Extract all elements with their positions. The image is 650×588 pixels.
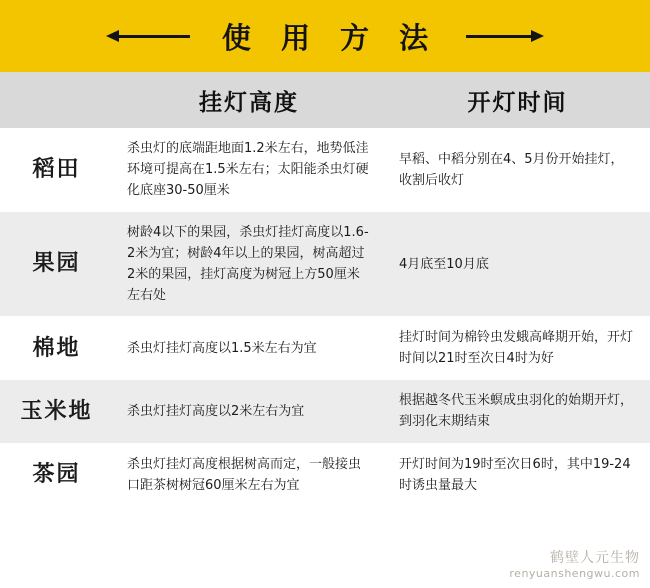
row-height-corn-field: 杀虫灯挂灯高度以2米左右为宜 (113, 380, 385, 443)
banner (0, 0, 650, 72)
arrow-right-icon (456, 30, 544, 42)
table-row (0, 380, 650, 443)
row-label-cotton-field: 棉地 (0, 317, 113, 380)
row-label-rice-field: 稻田 (0, 128, 113, 212)
table-header-blank (0, 72, 113, 128)
row-height-orchard: 树龄4以下的果园，杀虫灯挂灯高度以1.6-2米为宜；树龄4年以上的果园，树高超过2米的果园，挂灯高度为树冠上方50厘米左右处 (113, 212, 385, 317)
row-time-corn-field: 根据越冬代玉米螟成虫羽化的始期开灯，到羽化末期结束 (385, 380, 650, 443)
watermark (509, 550, 640, 580)
row-height-cotton-field: 杀虫灯挂灯高度以1.5米左右为宜 (113, 317, 385, 380)
table-row (0, 128, 650, 212)
row-time-cotton-field: 挂灯时间为棉铃虫发蛾高峰期开始，开灯时间以21时至次日4时为好 (385, 317, 650, 380)
row-time-tea-garden: 开灯时间为19时至次日6时，其中19-24时诱虫量最大 (385, 443, 650, 506)
usage-table (0, 72, 650, 507)
row-time-orchard: 4月底至10月底 (385, 212, 650, 317)
row-label-tea-garden: 茶园 (0, 443, 113, 506)
arrow-left-icon (106, 30, 194, 42)
table-row (0, 212, 650, 317)
row-label-orchard: 果园 (0, 212, 113, 317)
table-header-time: 开灯时间 (385, 72, 650, 128)
table-row (0, 443, 650, 506)
row-label-corn-field: 玉米地 (0, 380, 113, 443)
page-title: 使 用 方 法 (221, 20, 439, 55)
table-row (0, 317, 650, 380)
row-time-rice-field: 早稻、中稻分别在4、5月份开始挂灯，收割后收灯 (385, 128, 650, 212)
row-height-tea-garden: 杀虫灯挂灯高度根据树高而定，一般接虫口距茶树树冠60厘米左右为宜 (113, 443, 385, 506)
table-header-height: 挂灯高度 (113, 72, 385, 128)
table-header-row (0, 72, 650, 128)
watermark-line-1: 鹤壁人元生物 (550, 550, 640, 567)
row-height-rice-field: 杀虫灯的底端距地面1.2米左右，地势低洼环境可提高在1.5米左右；太阳能杀虫灯硬化底座30-50厘米 (113, 128, 385, 212)
watermark-line-2: renyuanshengwu.com (509, 566, 640, 580)
